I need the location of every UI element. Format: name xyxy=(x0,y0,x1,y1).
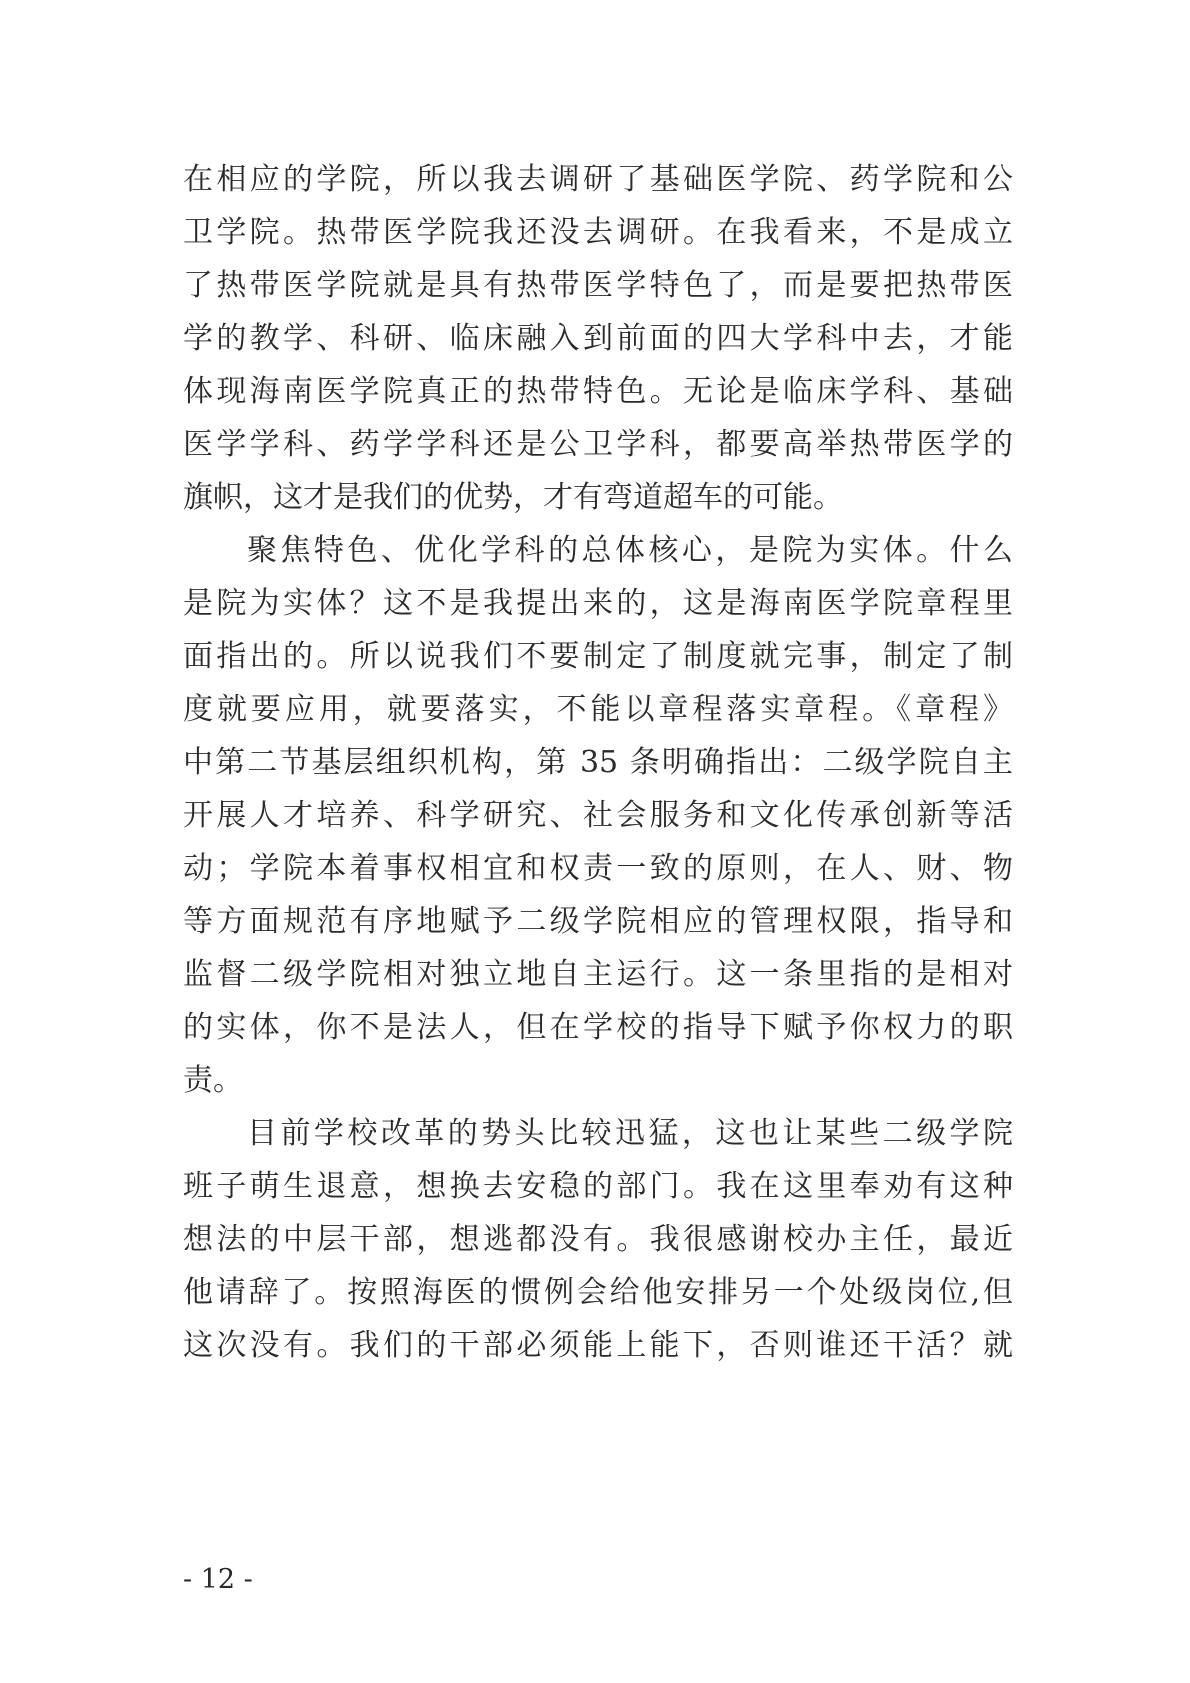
text-line: 体现海南医学院真正的热带特色。无论是临床学科、基础 xyxy=(183,374,1013,409)
text-line: 动；学院本着事权相宜和权责一致的原则，在人、财、物 xyxy=(183,851,1013,886)
text-line: 度就要应用，就要落实，不能以章程落实章程。《章程》 xyxy=(183,692,1013,727)
text-line: 监督二级学院相对独立地自主运行。这一条里指的是相对 xyxy=(183,957,1013,992)
text-line: 了热带医学院就是具有热带医学特色了，而是要把热带医 xyxy=(183,268,1013,303)
text-line: 责。 xyxy=(183,1063,243,1098)
text-line: 的实体，你不是法人，但在学校的指导下赋予你权力的职 xyxy=(183,1010,1013,1045)
text-line: 在相应的学院，所以我去调研了基础医学院、药学院和公 xyxy=(183,162,1013,197)
page-number: - 12 - xyxy=(183,1564,253,1595)
text-line: 是院为实体？这不是我提出来的，这是海南医学院章程里 xyxy=(183,586,1013,621)
text-line: 想法的中层干部，想逃都没有。我很感谢校办主任，最近 xyxy=(183,1222,1013,1257)
text-line: 开展人才培养、科学研究、社会服务和文化传承创新等活 xyxy=(183,798,1013,833)
text-line: 目前学校改革的势头比较迅猛，这也让某些二级学院 xyxy=(247,1116,1013,1151)
text-line: 等方面规范有序地赋予二级学院相应的管理权限，指导和 xyxy=(183,904,1013,939)
text-line: 卫学院。热带医学院我还没去调研。在我看来，不是成立 xyxy=(183,215,1013,250)
text-line: 他请辞了。按照海医的惯例会给他安排另一个处级岗位,但 xyxy=(183,1275,1013,1310)
text-line: 中第二节基层组织机构，第 35 条明确指出：二级学院自主 xyxy=(183,745,1013,780)
text-line: 医学学科、药学学科还是公卫学科，都要高举热带医学的 xyxy=(183,427,1013,462)
text-line: 旗帜，这才是我们的优势，才有弯道超车的可能。 xyxy=(183,480,843,515)
text-line: 学的教学、科研、临床融入到前面的四大学科中去，才能 xyxy=(183,321,1013,356)
text-line: 面指出的。所以说我们不要制定了制度就完事，制定了制 xyxy=(183,639,1013,674)
text-line: 聚焦特色、优化学科的总体核心，是院为实体。什么 xyxy=(247,533,1013,568)
text-line: 这次没有。我们的干部必须能上能下，否则谁还干活？就 xyxy=(183,1328,1013,1363)
text-line: 班子萌生退意，想换去安稳的部门。我在这里奉劝有这种 xyxy=(183,1169,1013,1204)
